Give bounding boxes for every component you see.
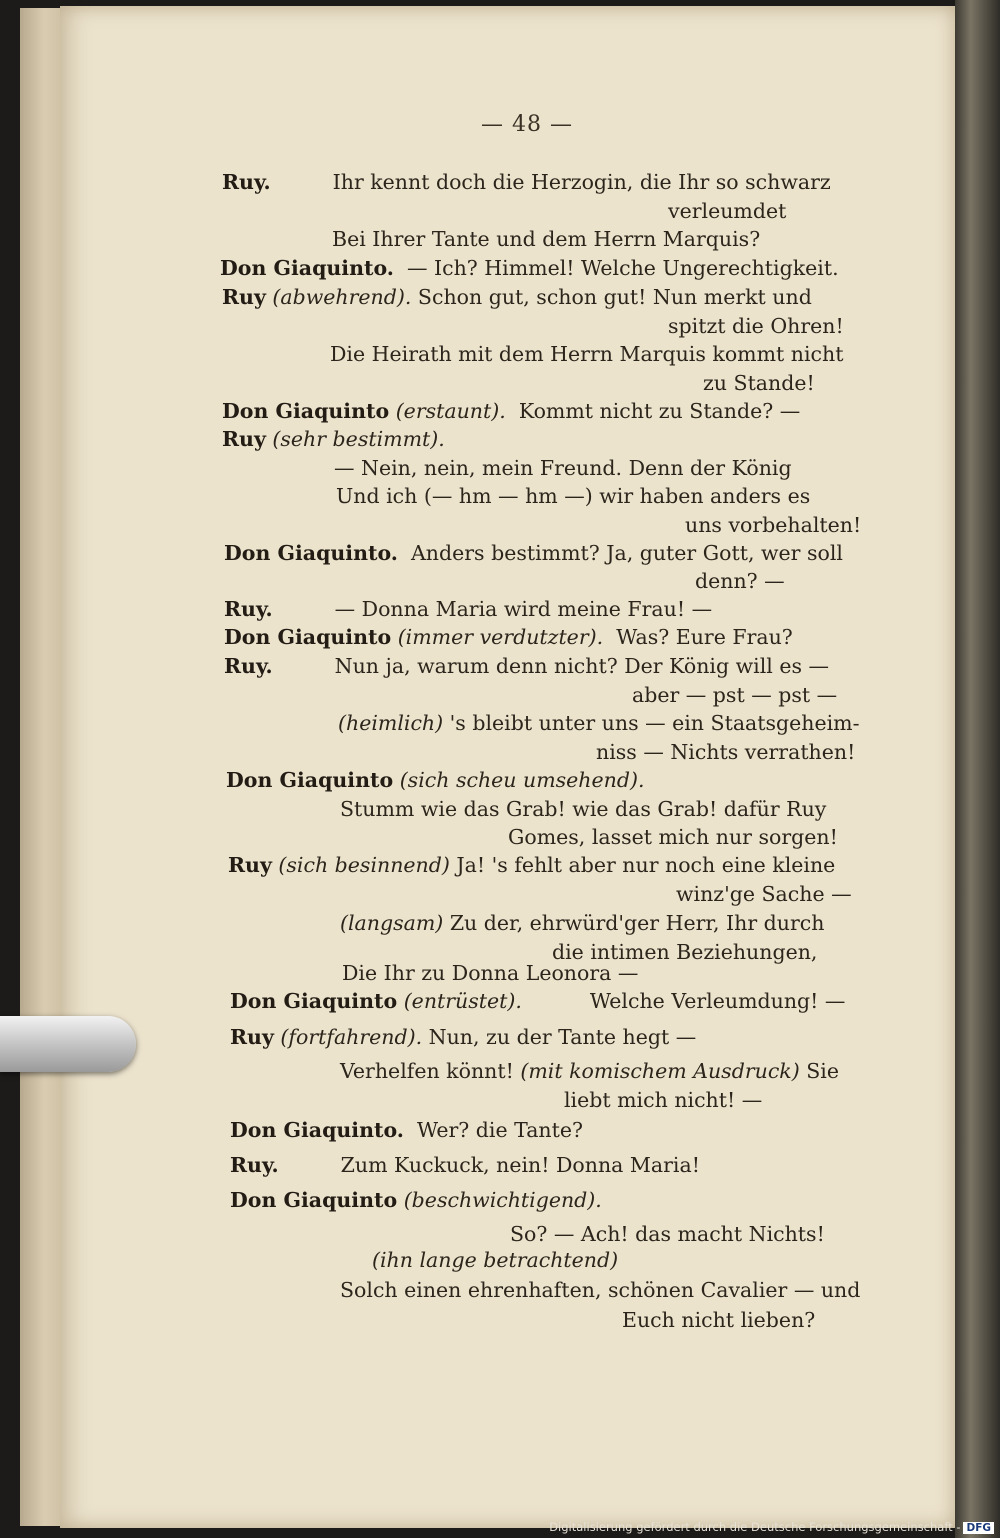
line-text: Und ich (— hm — hm —) wir haben anders es <box>336 484 811 508</box>
line-text: — Donna Maria wird meine Frau! — <box>334 597 713 621</box>
speaker: Ruy. <box>224 654 273 678</box>
script-line <box>340 1059 839 1083</box>
script-line <box>222 427 445 451</box>
script-line <box>222 285 812 309</box>
script-line <box>676 882 852 906</box>
stage-direction: (abwehrend). <box>272 285 412 309</box>
line-text: Schon gut, schon gut! Nun merkt und <box>417 285 812 309</box>
script-line <box>224 625 793 649</box>
script-line <box>334 456 792 480</box>
line-text: Die Ihr zu Donna Leonora — <box>342 961 639 985</box>
stage-direction: (mit komischem Ausdruck) <box>520 1059 800 1083</box>
stage-direction: (sich scheu umsehend). <box>399 768 645 792</box>
line-text: 's bleibt unter uns — ein Staatsgeheim- <box>449 711 860 735</box>
footer-text: Digitalisierung gefördert durch die Deutsche Forschungsgemeinschaft - <box>549 1520 961 1534</box>
stage-direction: (ihn lange betrachtend) <box>372 1248 619 1272</box>
speaker: Ruy <box>230 1025 274 1049</box>
stage-direction: (sich besinnend) <box>278 853 450 877</box>
script-line <box>336 484 810 508</box>
script-line <box>372 1248 618 1272</box>
line-text: Die Heirath mit dem Herrn Marquis kommt nicht <box>330 342 844 366</box>
script-line <box>220 256 839 280</box>
speaker: Ruy. <box>222 170 271 194</box>
line-text: spitzt die Ohren! <box>668 314 844 338</box>
line-text: Euch nicht lieben? <box>622 1308 816 1332</box>
line-text: die intimen Beziehungen, <box>552 940 818 964</box>
script-line <box>340 1278 860 1302</box>
script-line <box>510 1222 825 1246</box>
line-text: Gomes, lasset mich nur sorgen! <box>508 825 838 849</box>
speaker: Ruy <box>222 285 266 309</box>
stage-direction: (heimlich) <box>338 711 444 735</box>
script-line <box>230 1188 602 1212</box>
stage-direction: (beschwichtigend). <box>403 1188 602 1212</box>
line-text: liebt mich nicht! — <box>564 1088 763 1112</box>
line-text: verleumdet <box>668 199 787 223</box>
line-text: Verhelfen könnt! <box>340 1059 514 1083</box>
stage-direction: (fortfahrend). <box>280 1025 423 1049</box>
line-text: — Ich? Himmel! Welche Ungerechtigkeit. <box>406 256 839 280</box>
line-text: Was? Eure Frau? <box>616 625 793 649</box>
line-text: Zum Kuckuck, nein! Donna Maria! <box>340 1153 700 1177</box>
page-tab-marker <box>0 1016 136 1072</box>
line-text: Ihr kennt doch die Herzogin, die Ihr so schwarz <box>332 170 831 194</box>
script-line <box>342 961 638 985</box>
stage-direction: (sehr bestimmt). <box>272 427 445 451</box>
line-text: Kommt nicht zu Stande? — <box>518 399 801 423</box>
script-line <box>230 1153 700 1177</box>
speaker: Ruy. <box>230 1153 279 1177</box>
stage-direction: (entrüstet). <box>403 989 522 1013</box>
speaker: Ruy <box>228 853 272 877</box>
line-text: winz'ge Sache — <box>676 882 852 906</box>
line-text: So? — Ach! das macht Nichts! <box>510 1222 825 1246</box>
speaker: Don Giaquinto. <box>224 541 398 565</box>
stage-direction: (erstaunt). <box>395 399 506 423</box>
page-number: — 48 — <box>481 112 573 137</box>
script-line <box>596 740 855 764</box>
line-text: zu Stande! <box>703 371 815 395</box>
line-text: — Nein, nein, mein Freund. Denn der König <box>334 456 792 480</box>
script-line <box>224 654 829 678</box>
script-line <box>703 371 815 395</box>
speaker: Ruy. <box>224 597 273 621</box>
line-text: niss — Nichts verrathen! <box>596 740 856 764</box>
stage-direction: (immer verdutzter). <box>397 625 604 649</box>
line-text: uns vorbehalten! <box>685 513 862 537</box>
script-line <box>228 853 835 877</box>
line-text: Nun ja, warum denn nicht? Der König will es — <box>334 654 829 678</box>
script-line <box>685 513 861 537</box>
speaker: Don Giaquinto <box>222 399 390 423</box>
speaker: Ruy <box>222 427 266 451</box>
script-line <box>632 683 837 707</box>
line-text: Bei Ihrer Tante und dem Herrn Marquis? <box>332 227 761 251</box>
script-line <box>668 314 844 338</box>
speaker: Don Giaquinto <box>224 625 392 649</box>
line-text: aber — pst — pst — <box>632 683 838 707</box>
script-line <box>340 911 824 935</box>
footer-credit <box>549 1520 994 1534</box>
script-line <box>622 1308 815 1332</box>
script-line <box>222 399 800 423</box>
line-text: Anders bestimmt? Ja, guter Gott, wer soll <box>410 541 843 565</box>
speaker: Don Giaquinto. <box>230 1118 404 1142</box>
script-line <box>508 825 838 849</box>
script-line <box>564 1088 762 1112</box>
speaker: Don Giaquinto <box>230 989 398 1013</box>
line-text: Zu der, ehrwürd'ger Herr, Ihr durch <box>449 911 825 935</box>
stage-direction: (langsam) <box>340 911 444 935</box>
speaker: Don Giaquinto <box>230 1188 398 1212</box>
script-line <box>230 989 845 1013</box>
line-text: Stumm wie das Grab! wie das Grab! dafür Ruy <box>340 797 827 821</box>
book-spine-edge <box>955 0 1000 1538</box>
script-line <box>230 1118 583 1142</box>
line-text: Welche Verleumdung! — <box>589 989 846 1013</box>
speaker: Don Giaquinto <box>226 768 394 792</box>
line-text: Solch einen ehrenhaften, schönen Cavalier — und <box>340 1278 861 1302</box>
line-text: Sie <box>806 1059 839 1083</box>
script-line <box>222 170 831 194</box>
line-text: Ja! 's fehlt aber nur noch eine kleine <box>456 853 836 877</box>
script-line <box>224 541 843 565</box>
script-line <box>224 597 712 621</box>
script-line <box>330 342 843 366</box>
line-text: Nun, zu der Tante hegt — <box>428 1025 697 1049</box>
script-line <box>340 797 826 821</box>
script-line <box>230 1025 696 1049</box>
speaker: Don Giaquinto. <box>220 256 394 280</box>
script-line <box>338 711 860 735</box>
script-line <box>226 768 645 792</box>
dfg-logo: DFG <box>963 1522 994 1534</box>
script-line <box>668 199 786 223</box>
script-line <box>695 569 785 593</box>
script-line <box>332 227 760 251</box>
line-text: denn? — <box>695 569 785 593</box>
line-text: Wer? die Tante? <box>416 1118 584 1142</box>
